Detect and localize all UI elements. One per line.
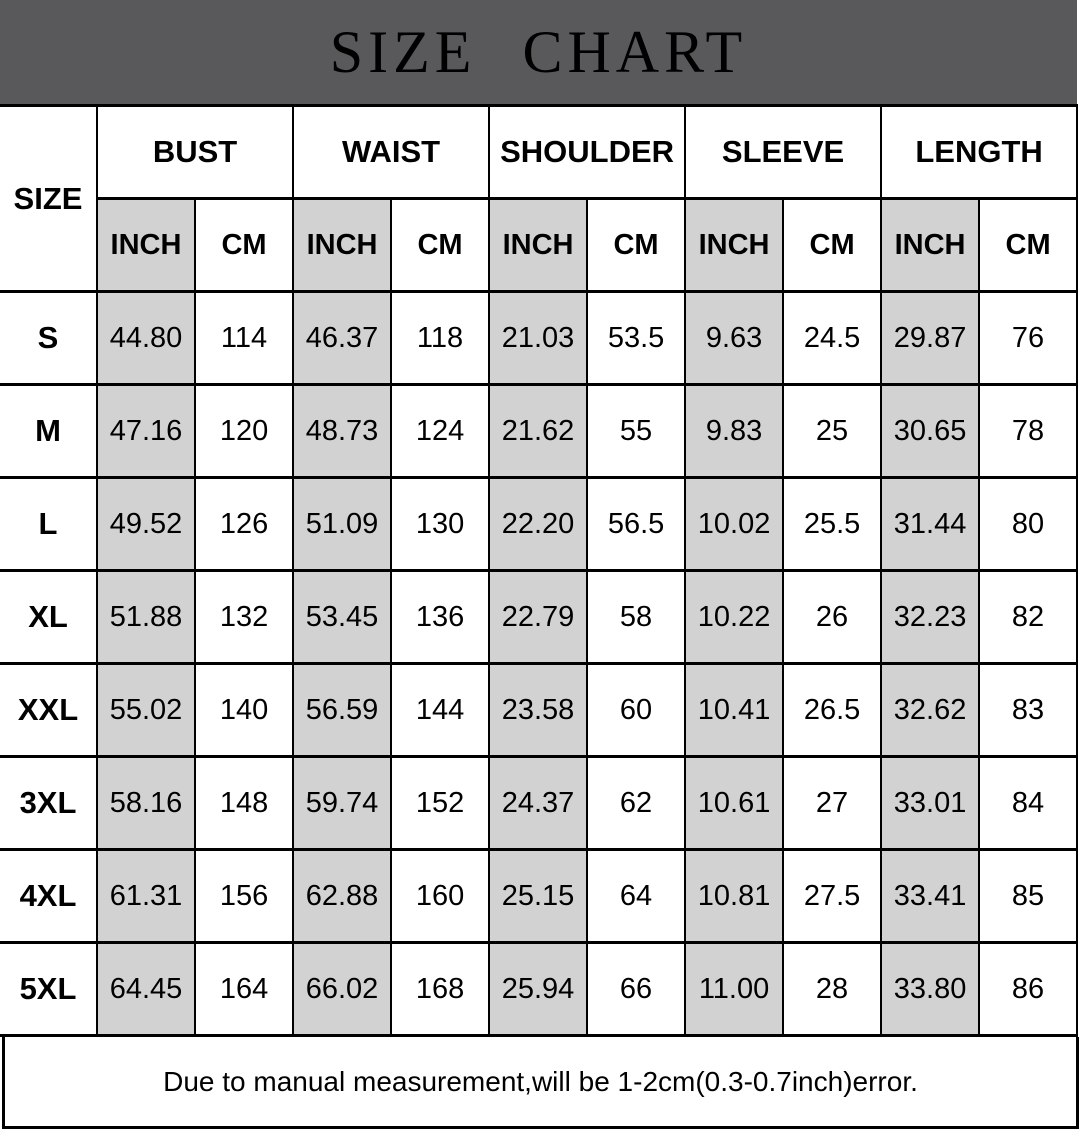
inch-value-cell: 62.88 (293, 850, 391, 943)
inch-value-cell: 25.15 (489, 850, 587, 943)
size-label-cell: 3XL (0, 757, 97, 850)
note-box (2, 1037, 1079, 1129)
cm-value-cell: 60 (587, 664, 685, 757)
inch-value-cell: 10.02 (685, 478, 783, 571)
cm-value-cell: 62 (587, 757, 685, 850)
cm-value-cell: 84 (979, 757, 1077, 850)
size-label-cell: L (0, 478, 97, 571)
cm-value-cell: 27 (783, 757, 881, 850)
cm-value-cell: 152 (391, 757, 489, 850)
cm-value-cell: 120 (195, 385, 293, 478)
cm-value-cell: 118 (391, 292, 489, 385)
cm-value-cell: 53.5 (587, 292, 685, 385)
note-text: Due to manual measurement,will be 1-2cm(0.3-0.7inch)error. (163, 1065, 918, 1097)
inch-value-cell: 32.23 (881, 571, 979, 664)
inch-value-cell: 44.80 (97, 292, 195, 385)
inch-value-cell: 55.02 (97, 664, 195, 757)
table-row (0, 664, 1077, 757)
cm-value-cell: 58 (587, 571, 685, 664)
inch-value-cell: 22.79 (489, 571, 587, 664)
inch-value-cell: 11.00 (685, 943, 783, 1036)
table-row (0, 385, 1077, 478)
inch-value-cell: 30.65 (881, 385, 979, 478)
cm-value-cell: 25 (783, 385, 881, 478)
cm-value-cell: 78 (979, 385, 1077, 478)
title-bar (0, 0, 1077, 104)
cm-value-cell: 85 (979, 850, 1077, 943)
cm-value-cell: 168 (391, 943, 489, 1036)
cm-value-cell: 27.5 (783, 850, 881, 943)
cm-value-cell: 76 (979, 292, 1077, 385)
inch-value-cell: 10.61 (685, 757, 783, 850)
table-row (0, 571, 1077, 664)
column-header-shoulder: SHOULDER (489, 106, 685, 199)
inch-value-cell: 25.94 (489, 943, 587, 1036)
cm-value-cell: 136 (391, 571, 489, 664)
cm-value-cell: 56.5 (587, 478, 685, 571)
inch-value-cell: 48.73 (293, 385, 391, 478)
cm-value-cell: 26 (783, 571, 881, 664)
cm-value-cell: 124 (391, 385, 489, 478)
cm-value-cell: 164 (195, 943, 293, 1036)
cm-value-cell: 24.5 (783, 292, 881, 385)
inch-value-cell: 10.81 (685, 850, 783, 943)
inch-value-cell: 33.80 (881, 943, 979, 1036)
inch-value-cell: 21.03 (489, 292, 587, 385)
size-label-cell: 4XL (0, 850, 97, 943)
table-row (0, 292, 1077, 385)
bust-cm-header: CM (195, 199, 293, 292)
cm-value-cell: 28 (783, 943, 881, 1036)
inch-value-cell: 51.88 (97, 571, 195, 664)
cm-value-cell: 80 (979, 478, 1077, 571)
cm-value-cell: 83 (979, 664, 1077, 757)
size-table-body (0, 292, 1077, 1036)
length-inch-header: INCH (881, 199, 979, 292)
inch-value-cell: 53.45 (293, 571, 391, 664)
inch-value-cell: 33.01 (881, 757, 979, 850)
size-label-cell: XXL (0, 664, 97, 757)
inch-value-cell: 51.09 (293, 478, 391, 571)
inch-value-cell: 66.02 (293, 943, 391, 1036)
table-row (0, 943, 1077, 1036)
bust-inch-header: INCH (97, 199, 195, 292)
inch-value-cell: 58.16 (97, 757, 195, 850)
cm-value-cell: 86 (979, 943, 1077, 1036)
inch-value-cell: 56.59 (293, 664, 391, 757)
inch-value-cell: 24.37 (489, 757, 587, 850)
cm-value-cell: 130 (391, 478, 489, 571)
page-title: SIZE CHART (329, 18, 748, 85)
sleeve-cm-header: CM (783, 199, 881, 292)
cm-value-cell: 126 (195, 478, 293, 571)
table-row (0, 850, 1077, 943)
table-row (0, 757, 1077, 850)
size-label-cell: M (0, 385, 97, 478)
inch-value-cell: 31.44 (881, 478, 979, 571)
inch-value-cell: 21.62 (489, 385, 587, 478)
table-row (0, 478, 1077, 571)
sleeve-inch-header: INCH (685, 199, 783, 292)
size-label-cell: S (0, 292, 97, 385)
inch-value-cell: 46.37 (293, 292, 391, 385)
inch-value-cell: 32.62 (881, 664, 979, 757)
inch-value-cell: 64.45 (97, 943, 195, 1036)
inch-value-cell: 33.41 (881, 850, 979, 943)
inch-value-cell: 61.31 (97, 850, 195, 943)
cm-value-cell: 140 (195, 664, 293, 757)
size-label-cell: 5XL (0, 943, 97, 1036)
waist-cm-header: CM (391, 199, 489, 292)
inch-value-cell: 47.16 (97, 385, 195, 478)
cm-value-cell: 55 (587, 385, 685, 478)
inch-value-cell: 59.74 (293, 757, 391, 850)
inch-value-cell: 22.20 (489, 478, 587, 571)
cm-value-cell: 26.5 (783, 664, 881, 757)
inch-value-cell: 9.83 (685, 385, 783, 478)
cm-value-cell: 144 (391, 664, 489, 757)
cm-value-cell: 114 (195, 292, 293, 385)
column-header-length: LENGTH (881, 106, 1077, 199)
size-column-header: SIZE (0, 106, 97, 292)
cm-value-cell: 160 (391, 850, 489, 943)
inch-value-cell: 10.22 (685, 571, 783, 664)
length-cm-header: CM (979, 199, 1077, 292)
column-header-waist: WAIST (293, 106, 489, 199)
cm-value-cell: 25.5 (783, 478, 881, 571)
cm-value-cell: 82 (979, 571, 1077, 664)
shoulder-inch-header: INCH (489, 199, 587, 292)
cm-value-cell: 66 (587, 943, 685, 1036)
column-header-bust: BUST (97, 106, 293, 199)
shoulder-cm-header: CM (587, 199, 685, 292)
waist-inch-header: INCH (293, 199, 391, 292)
inch-value-cell: 10.41 (685, 664, 783, 757)
inch-value-cell: 49.52 (97, 478, 195, 571)
inch-value-cell: 29.87 (881, 292, 979, 385)
size-chart-table (0, 104, 1078, 1037)
cm-value-cell: 148 (195, 757, 293, 850)
column-header-sleeve: SLEEVE (685, 106, 881, 199)
cm-value-cell: 64 (587, 850, 685, 943)
header-row-groups (0, 106, 1077, 199)
size-label-cell: XL (0, 571, 97, 664)
inch-value-cell: 9.63 (685, 292, 783, 385)
cm-value-cell: 156 (195, 850, 293, 943)
cm-value-cell: 132 (195, 571, 293, 664)
inch-value-cell: 23.58 (489, 664, 587, 757)
header-row-units (0, 199, 1077, 292)
